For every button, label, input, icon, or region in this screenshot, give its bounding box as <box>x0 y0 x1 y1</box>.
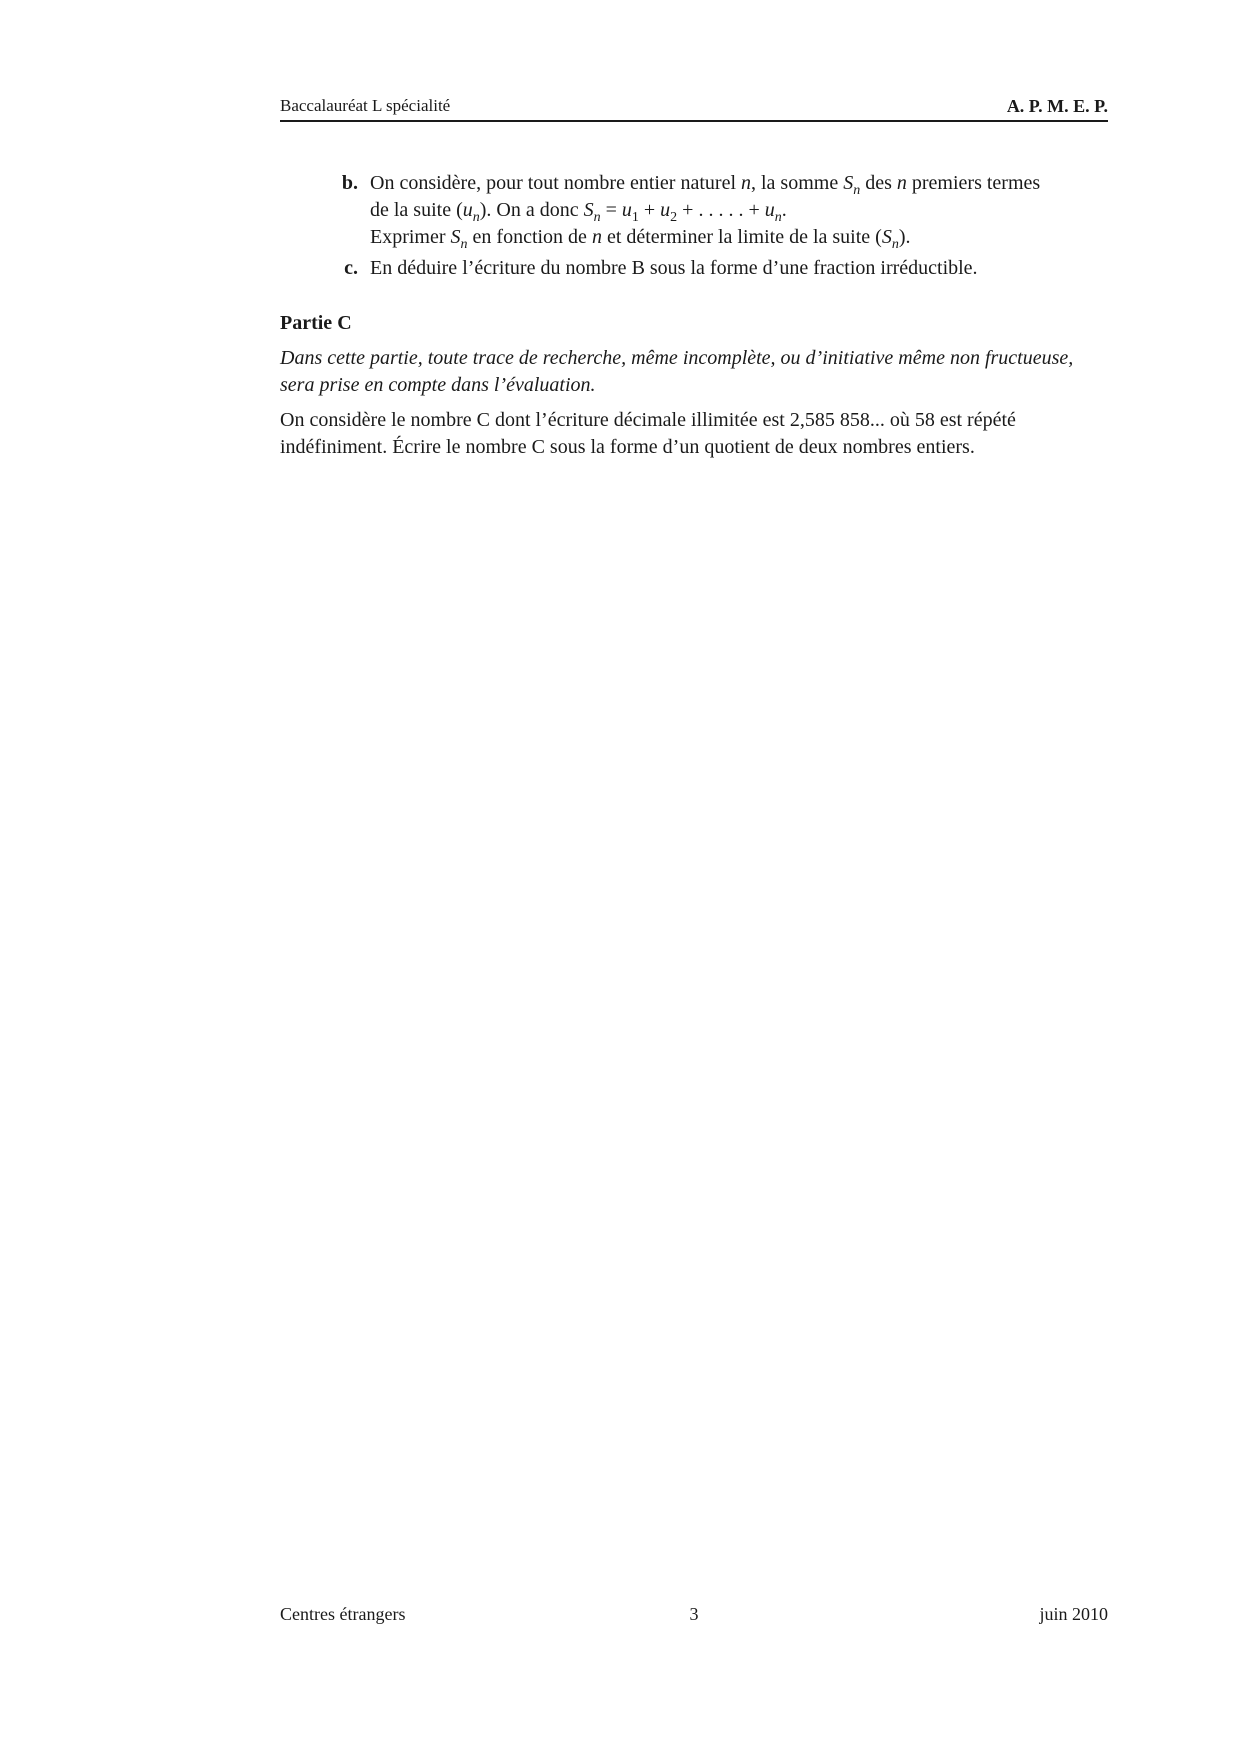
page-content <box>280 170 1108 461</box>
header-apmep: A. P. M. E. P. <box>1006 96 1108 116</box>
question-marker: b. <box>341 172 358 194</box>
page-header <box>280 96 1108 122</box>
footer-page-number: 3 <box>689 1604 699 1624</box>
footer-date: juin 2010 <box>1039 1604 1108 1624</box>
footer-location: Centres étrangers <box>280 1604 406 1624</box>
question-b-line-3: Exprimer $S_n$ en fonction de n et déterminer la limite de la suite $(S_n)$. <box>370 226 911 252</box>
question-b <box>280 170 1108 251</box>
section-body: On considère le nombre C dont l’écriture décimale illimitée est 2,585 858... où 58 est répété indéfiniment. Écrire le nombre C sous la forme d’un quotient de deux nombres entiers. <box>280 409 1016 458</box>
question-marker: c. <box>344 257 358 279</box>
question-c <box>280 255 1108 282</box>
section-title: Partie C <box>280 312 352 334</box>
question-c-text: En déduire l’écriture du nombre B sous la forme d’une fraction irréductible. <box>370 257 978 279</box>
header-exam-title: Baccalauréat L spécialité <box>280 96 451 115</box>
question-b-line-2: de la suite $(u_n)$. On a donc $S_n = u_1 + u_2$ + . . . . . + $u_n$. <box>370 199 787 225</box>
section-instruction: Dans cette partie, toute trace de recherche, même incomplète, ou d’initiative même non fructueuse, sera prise en compte dans l’évaluation. <box>280 347 1074 396</box>
question-b-line-1: On considère, pour tout nombre entier naturel n, la somme $S_n$ des n premiers termes <box>370 172 1041 198</box>
